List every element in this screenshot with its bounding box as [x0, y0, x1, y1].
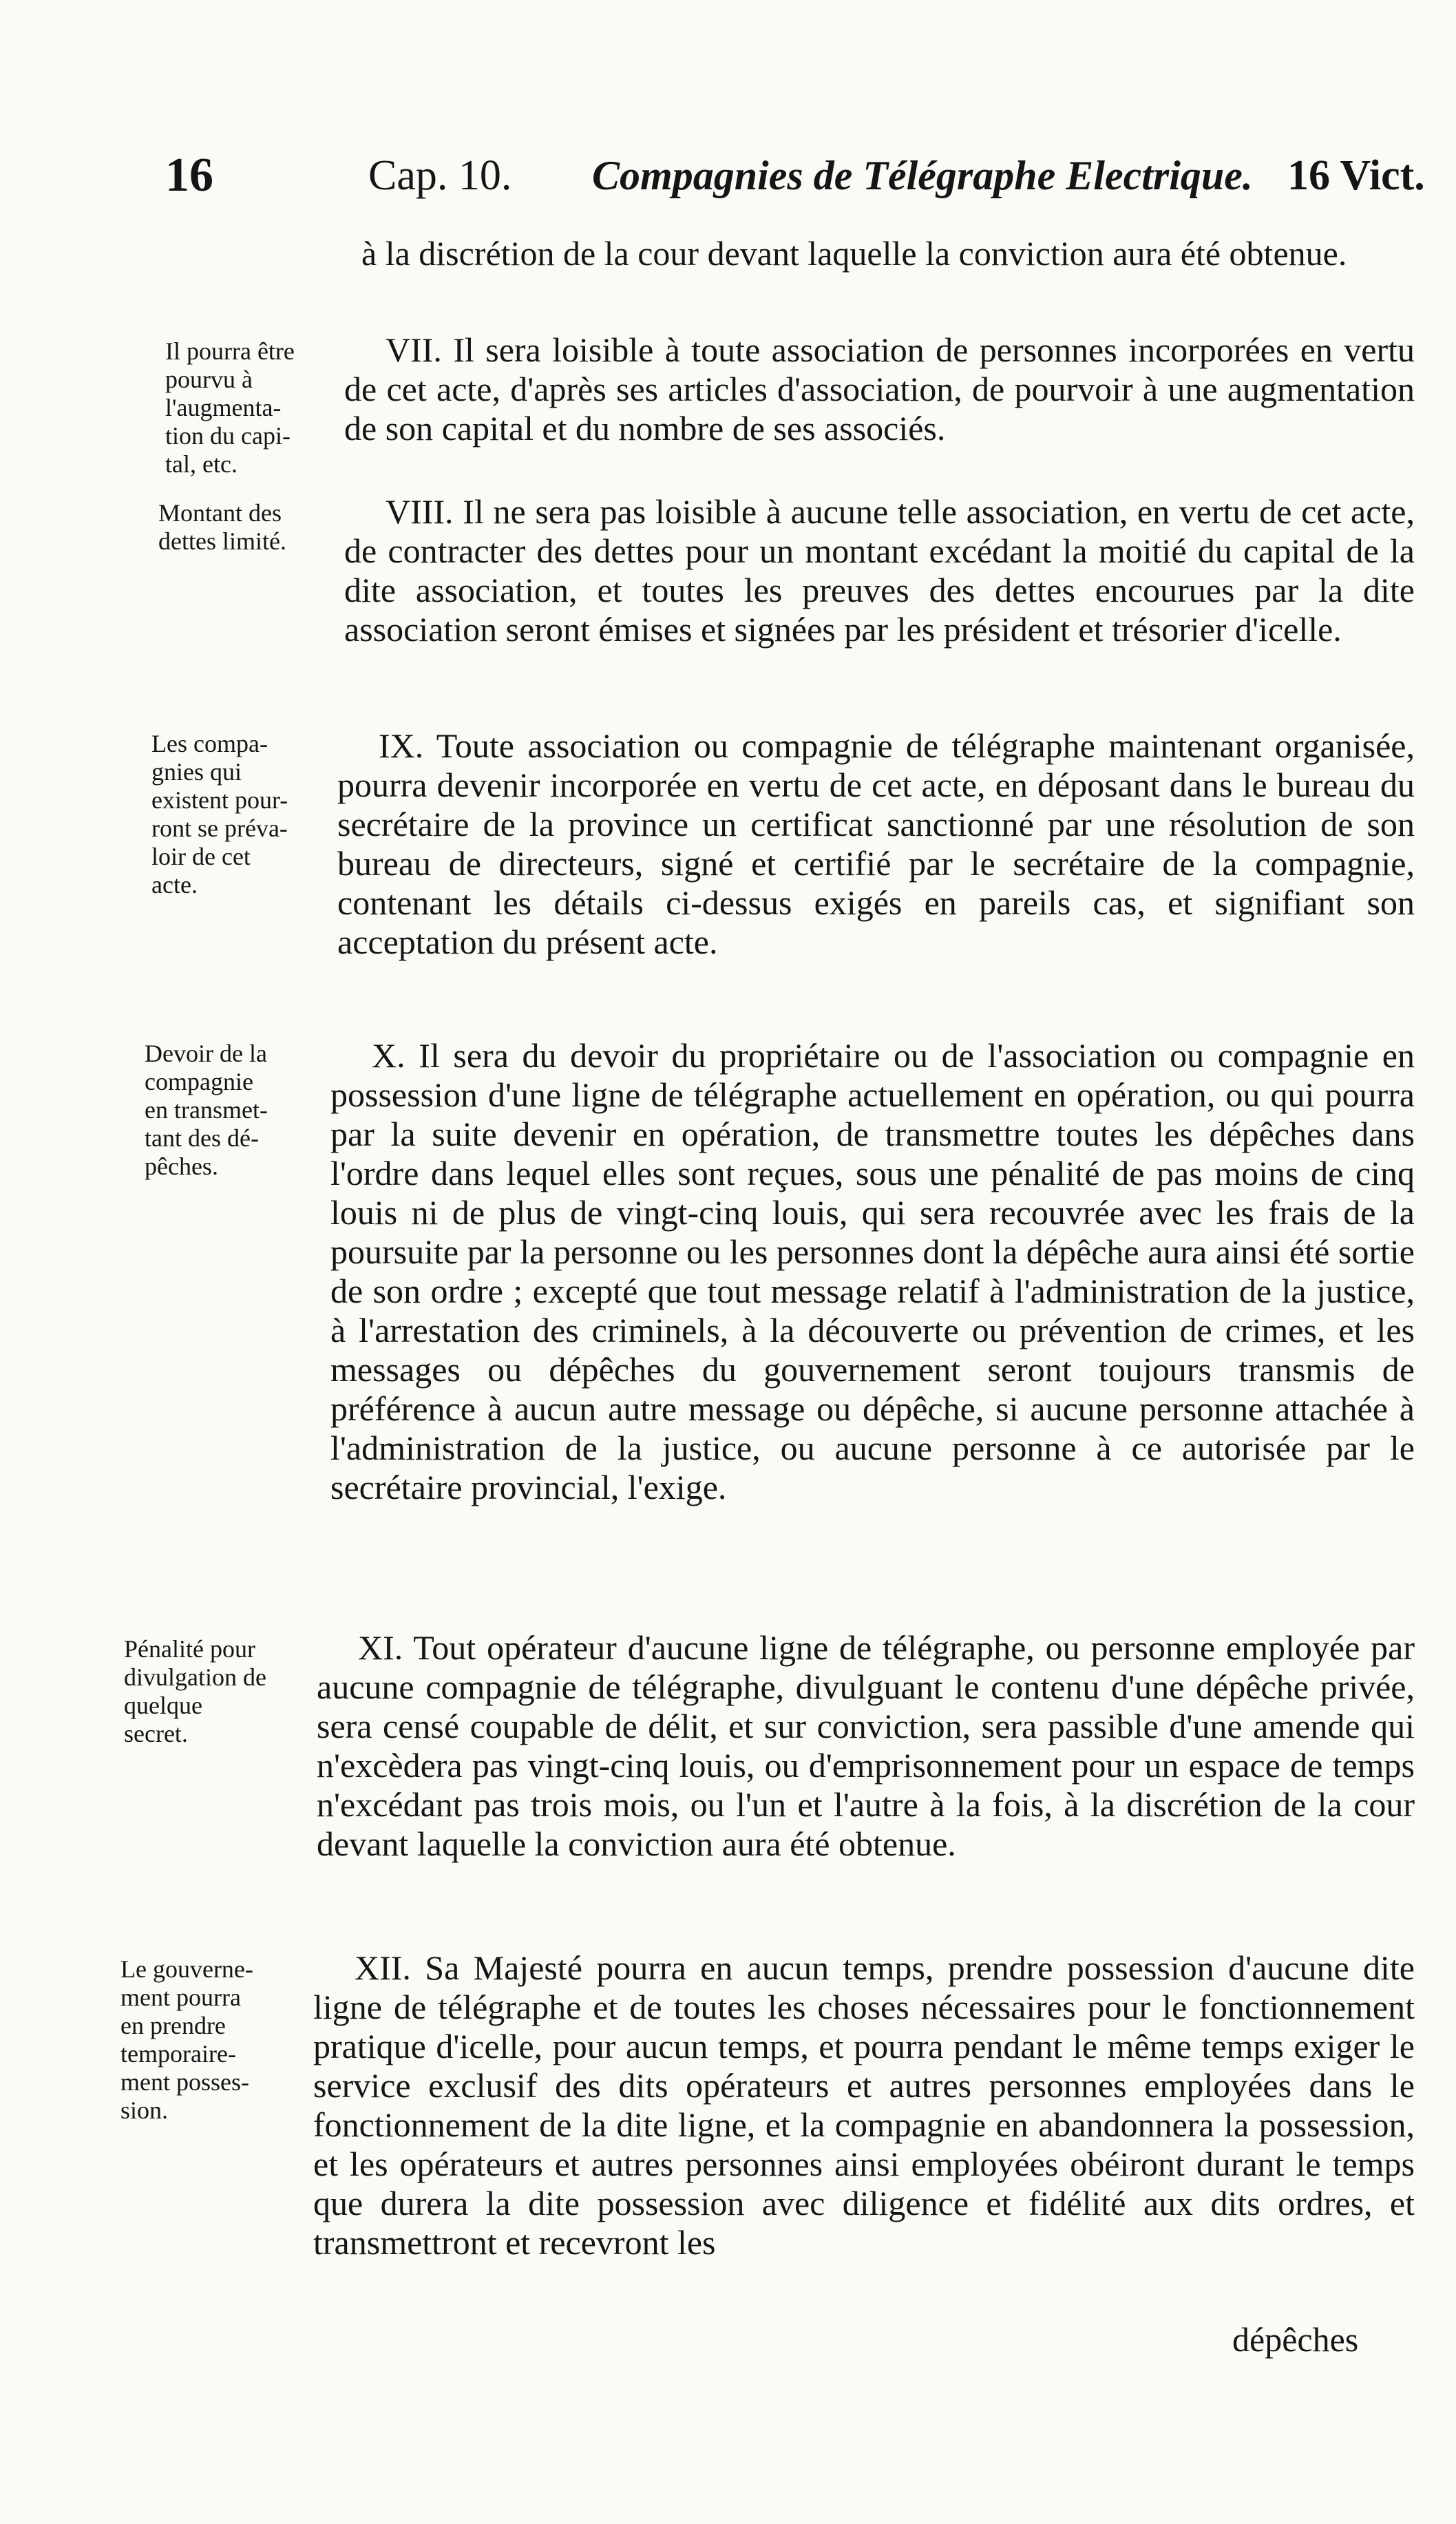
section-number: XI.: [358, 1628, 403, 1667]
regnal-year: 16 Vict.: [1287, 152, 1425, 199]
section-viii: [344, 492, 1415, 649]
section-xii: [313, 1948, 1415, 2262]
section-text: Sa Majesté pourra en aucun temps, prendre possession d'aucune dite ligne de télégraphe et de toutes les choses nécessaires pour le fonctionnement pratique d'icelle, pour aucun temps, et pourra pendant le même temps exiger le service exclusif des dits opérateurs et autres personnes employées dans le fonctionnement de la dite ligne, et la compagnie en abandonnera la possession, et les opérateurs et autres personnes ainsi employées obéiront durant le temps que durera la dite possession avec diligence et fidélité aux dits ordres, et transmettront et recevront les: [313, 1948, 1415, 2262]
marginal-note: Pénalité pour divulgation de quelque secret.: [124, 1635, 266, 1747]
section-text: Il sera loisible à toute association de personnes incorporées en vertu de cet acte, d'après ses articles d'association, de pourvoir à une augmentation de son capital et du nombre de ses associés.: [344, 330, 1415, 448]
section-x: [330, 1036, 1415, 1507]
section-number: XII.: [355, 1948, 411, 1987]
section-number: VII.: [386, 330, 442, 369]
catchword: dépêches: [1232, 2320, 1359, 2359]
section-xi: [317, 1628, 1415, 1864]
section-number: X.: [372, 1036, 405, 1075]
section-ix: [337, 726, 1415, 962]
marginal-note: Il pourra être pourvu à l'augmenta- tion du capi- tal, etc.: [165, 337, 295, 478]
marginal-note: Le gouverne- ment pourra en prendre temporaire- ment posses- sion.: [120, 1955, 253, 2124]
section-text: Tout opérateur d'aucune ligne de télégraphe, ou personne employée par aucune compagnie de télégraphe, divulguant le contenu d'une dépêche privée, sera censé coupable de délit, et sur conviction, sera passible d'une amende qui n'excèdera pas vingt-cinq louis, ou d'emprisonnement pour un espace de temps n'excédant pas trois mois, ou l'un et l'autre à la fois, à la discrétion de la cour devant laquelle la conviction aura été obtenue.: [317, 1628, 1415, 1863]
marginal-note: Les compa- gnies qui existent pour- ront se préva- loir de cet acte.: [151, 730, 288, 898]
page-number: 16: [165, 149, 213, 202]
running-header: [0, 148, 1456, 210]
section-text: Il ne sera pas loisible à aucune telle association, en vertu de cet acte, de contracter des dettes pour un montant excédant la moitié du capital de la dite association, et toutes les preuves des dettes encourues par la dite association seront émises et signées par les président et trésorier d'icelle.: [344, 492, 1415, 649]
chapter-label: Cap. 10.: [368, 152, 512, 199]
section-text: Toute association ou compagnie de télégraphe maintenant organisée, pourra devenir incorporée en vertu de cet acte, en déposant dans le bureau du secrétaire de la province un certificat sanctionné par une résolution de son bureau de directeurs, signé et certifié par le secrétaire de la compagnie, contenant les détails ci-dessus exigés en pareils cas, et signifiant son acceptation du présent acte.: [337, 726, 1415, 961]
section-number: IX.: [379, 726, 424, 765]
continued-text: à la discrétion de la cour devant laquelle la conviction aura été obtenue.: [361, 234, 1347, 273]
marginal-note: Montant des dettes limité.: [158, 499, 286, 555]
section-vii: [344, 330, 1415, 448]
running-title: Compagnies de Télégraphe Electrique.: [592, 153, 1253, 198]
section-number: VIII.: [386, 492, 454, 531]
marginal-note: Devoir de la compagnie en transmet- tant des dé- pêches.: [145, 1040, 268, 1180]
section-text: Il sera du devoir du propriétaire ou de l'association ou compagnie en possession d'une ligne de télégraphe actuellement en opération, ou qui pourra par la suite devenir en opération, de transmettre toutes les dépêches dans l'ordre dans lequel elles sont reçues, sous une pénalité de pas moins de cinq louis ni de plus de vingt-cinq louis, qui sera recouvrée avec les frais de la poursuite par la personne ou les personnes dont la dépêche aura ainsi été sortie de son ordre ; excepté que tout message relatif à l'administration de la justice, à l'arrestation des criminels, à la découverte ou prévention de crimes, et les messages ou dépêches du gouvernement seront toujours transmis de préférence à aucun autre message ou dépêche, si aucune personne attachée à l'administration de la justice, ou aucune personne à ce autorisée par le secrétaire provincial, l'exige.: [330, 1036, 1415, 1506]
